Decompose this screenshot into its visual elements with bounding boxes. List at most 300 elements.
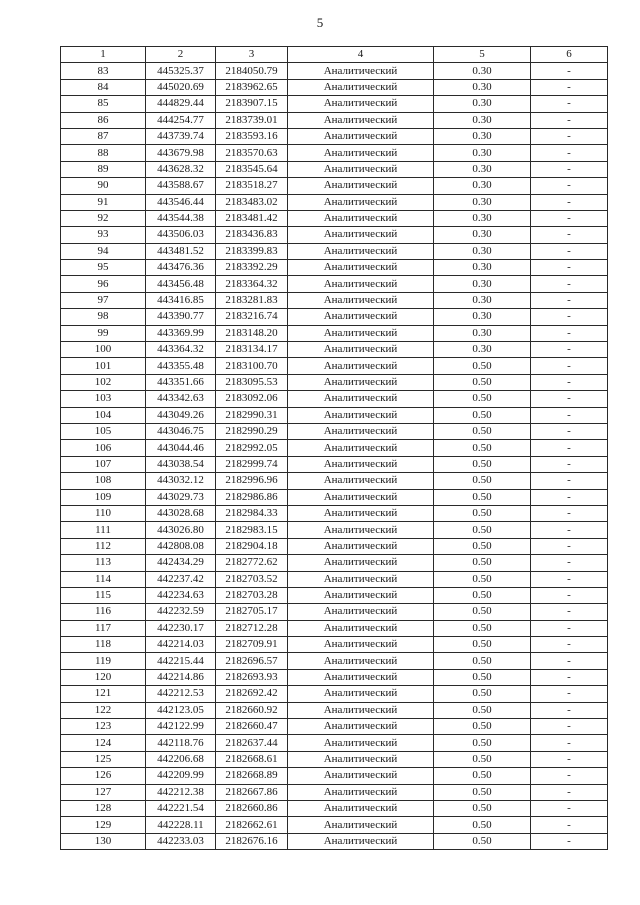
accuracy-cell: 0.30: [434, 309, 531, 325]
y-coordinate-cell: 2184050.79: [216, 63, 288, 79]
x-coordinate-cell: 443456.48: [146, 276, 216, 292]
x-coordinate-cell: 442230.17: [146, 620, 216, 636]
note-cell: -: [531, 112, 608, 128]
y-coordinate-cell: 2182705.17: [216, 604, 288, 620]
y-coordinate-cell: 2183962.65: [216, 79, 288, 95]
note-cell: -: [531, 587, 608, 603]
note-cell: -: [531, 210, 608, 226]
point-number-cell: 87: [61, 128, 146, 144]
point-number-cell: 90: [61, 178, 146, 194]
x-coordinate-cell: 443588.67: [146, 178, 216, 194]
note-cell: -: [531, 473, 608, 489]
point-number-cell: 95: [61, 260, 146, 276]
y-coordinate-cell: 2182983.15: [216, 522, 288, 538]
method-cell: Аналитический: [288, 456, 434, 472]
accuracy-cell: 0.50: [434, 784, 531, 800]
point-number-cell: 121: [61, 686, 146, 702]
accuracy-cell: 0.30: [434, 260, 531, 276]
note-cell: -: [531, 555, 608, 571]
y-coordinate-cell: 2183483.02: [216, 194, 288, 210]
note-cell: -: [531, 161, 608, 177]
point-number-cell: 117: [61, 620, 146, 636]
table-row: [61, 800, 608, 816]
accuracy-cell: 0.30: [434, 292, 531, 308]
x-coordinate-cell: 445325.37: [146, 63, 216, 79]
y-coordinate-cell: 2182999.74: [216, 456, 288, 472]
y-coordinate-cell: 2183148.20: [216, 325, 288, 341]
table-row: [61, 227, 608, 243]
accuracy-cell: 0.30: [434, 342, 531, 358]
y-coordinate-cell: 2182712.28: [216, 620, 288, 636]
point-number-cell: 98: [61, 309, 146, 325]
y-coordinate-cell: 2182660.92: [216, 702, 288, 718]
note-cell: -: [531, 194, 608, 210]
note-cell: -: [531, 800, 608, 816]
method-cell: Аналитический: [288, 440, 434, 456]
y-coordinate-cell: 2182772.62: [216, 555, 288, 571]
accuracy-cell: 0.50: [434, 833, 531, 849]
x-coordinate-cell: 443044.46: [146, 440, 216, 456]
table-row: [61, 145, 608, 161]
accuracy-cell: 0.30: [434, 325, 531, 341]
method-cell: Аналитический: [288, 227, 434, 243]
y-coordinate-cell: 2182692.42: [216, 686, 288, 702]
y-coordinate-cell: 2183481.42: [216, 210, 288, 226]
method-cell: Аналитический: [288, 489, 434, 505]
note-cell: -: [531, 620, 608, 636]
table-row: [61, 817, 608, 833]
table-row: [61, 112, 608, 128]
table-row: [61, 489, 608, 505]
table-row: [61, 686, 608, 702]
method-cell: Аналитический: [288, 669, 434, 685]
x-coordinate-cell: 443416.85: [146, 292, 216, 308]
method-cell: Аналитический: [288, 292, 434, 308]
note-cell: -: [531, 260, 608, 276]
y-coordinate-cell: 2182703.28: [216, 587, 288, 603]
x-coordinate-cell: 442234.63: [146, 587, 216, 603]
accuracy-cell: 0.30: [434, 227, 531, 243]
header-cell-1: 1: [61, 47, 146, 63]
table-row: [61, 505, 608, 521]
y-coordinate-cell: 2182660.86: [216, 800, 288, 816]
note-cell: -: [531, 522, 608, 538]
table-row: [61, 751, 608, 767]
accuracy-cell: 0.30: [434, 276, 531, 292]
y-coordinate-cell: 2182667.86: [216, 784, 288, 800]
method-cell: Аналитический: [288, 325, 434, 341]
y-coordinate-cell: 2183092.06: [216, 391, 288, 407]
x-coordinate-cell: 442212.38: [146, 784, 216, 800]
point-number-cell: 128: [61, 800, 146, 816]
point-number-cell: 119: [61, 653, 146, 669]
y-coordinate-cell: 2182990.29: [216, 423, 288, 439]
y-coordinate-cell: 2183907.15: [216, 96, 288, 112]
x-coordinate-cell: 443628.32: [146, 161, 216, 177]
note-cell: -: [531, 178, 608, 194]
point-number-cell: 91: [61, 194, 146, 210]
y-coordinate-cell: 2182637.44: [216, 735, 288, 751]
y-coordinate-cell: 2182668.61: [216, 751, 288, 767]
method-cell: Аналитический: [288, 719, 434, 735]
point-number-cell: 113: [61, 555, 146, 571]
method-cell: Аналитический: [288, 620, 434, 636]
accuracy-cell: 0.30: [434, 63, 531, 79]
note-cell: -: [531, 669, 608, 685]
y-coordinate-cell: 2182662.61: [216, 817, 288, 833]
method-cell: Аналитический: [288, 194, 434, 210]
point-number-cell: 109: [61, 489, 146, 505]
header-cell-4: 4: [288, 47, 434, 63]
method-cell: Аналитический: [288, 505, 434, 521]
x-coordinate-cell: 443476.36: [146, 260, 216, 276]
accuracy-cell: 0.50: [434, 768, 531, 784]
method-cell: Аналитический: [288, 407, 434, 423]
x-coordinate-cell: 443679.98: [146, 145, 216, 161]
point-number-cell: 116: [61, 604, 146, 620]
point-number-cell: 118: [61, 637, 146, 653]
y-coordinate-cell: 2183739.01: [216, 112, 288, 128]
table-row: [61, 79, 608, 95]
table-row: [61, 194, 608, 210]
method-cell: Аналитический: [288, 653, 434, 669]
point-number-cell: 102: [61, 374, 146, 390]
method-cell: Аналитический: [288, 342, 434, 358]
y-coordinate-cell: 2182676.16: [216, 833, 288, 849]
x-coordinate-cell: 442434.29: [146, 555, 216, 571]
method-cell: Аналитический: [288, 178, 434, 194]
page-number: 5: [316, 15, 324, 30]
method-cell: Аналитический: [288, 587, 434, 603]
point-number-cell: 105: [61, 423, 146, 439]
point-number-cell: 122: [61, 702, 146, 718]
note-cell: -: [531, 637, 608, 653]
method-cell: Аналитический: [288, 751, 434, 767]
y-coordinate-cell: 2182709.91: [216, 637, 288, 653]
point-number-cell: 85: [61, 96, 146, 112]
point-number-cell: 96: [61, 276, 146, 292]
note-cell: -: [531, 833, 608, 849]
x-coordinate-cell: 444254.77: [146, 112, 216, 128]
y-coordinate-cell: 2182992.05: [216, 440, 288, 456]
x-coordinate-cell: 442214.03: [146, 637, 216, 653]
accuracy-cell: 0.50: [434, 391, 531, 407]
table-row: [61, 522, 608, 538]
accuracy-cell: 0.50: [434, 719, 531, 735]
accuracy-cell: 0.50: [434, 473, 531, 489]
table-row: [61, 637, 608, 653]
accuracy-cell: 0.50: [434, 505, 531, 521]
y-coordinate-cell: 2182668.89: [216, 768, 288, 784]
y-coordinate-cell: 2183593.16: [216, 128, 288, 144]
accuracy-cell: 0.50: [434, 751, 531, 767]
note-cell: -: [531, 63, 608, 79]
method-cell: Аналитический: [288, 260, 434, 276]
point-number-cell: 108: [61, 473, 146, 489]
x-coordinate-cell: 443351.66: [146, 374, 216, 390]
table-row: [61, 260, 608, 276]
accuracy-cell: 0.50: [434, 407, 531, 423]
table-row: [61, 587, 608, 603]
method-cell: Аналитический: [288, 374, 434, 390]
x-coordinate-cell: 443544.38: [146, 210, 216, 226]
accuracy-cell: 0.50: [434, 358, 531, 374]
point-number-cell: 130: [61, 833, 146, 849]
accuracy-cell: 0.50: [434, 555, 531, 571]
x-coordinate-cell: 442232.59: [146, 604, 216, 620]
accuracy-cell: 0.50: [434, 538, 531, 554]
method-cell: Аналитический: [288, 522, 434, 538]
accuracy-cell: 0.50: [434, 637, 531, 653]
x-coordinate-cell: 443355.48: [146, 358, 216, 374]
note-cell: -: [531, 538, 608, 554]
accuracy-cell: 0.50: [434, 653, 531, 669]
x-coordinate-cell: 442123.05: [146, 702, 216, 718]
y-coordinate-cell: 2182990.31: [216, 407, 288, 423]
accuracy-cell: 0.50: [434, 800, 531, 816]
y-coordinate-cell: 2183134.17: [216, 342, 288, 358]
y-coordinate-cell: 2182996.96: [216, 473, 288, 489]
accuracy-cell: 0.50: [434, 423, 531, 439]
point-number-cell: 92: [61, 210, 146, 226]
y-coordinate-cell: 2182986.86: [216, 489, 288, 505]
accuracy-cell: 0.30: [434, 79, 531, 95]
table-row: [61, 210, 608, 226]
header-cell-2: 2: [146, 47, 216, 63]
y-coordinate-cell: 2183518.27: [216, 178, 288, 194]
method-cell: Аналитический: [288, 538, 434, 554]
table-row: [61, 63, 608, 79]
note-cell: -: [531, 456, 608, 472]
method-cell: Аналитический: [288, 112, 434, 128]
table-row: [61, 768, 608, 784]
method-cell: Аналитический: [288, 423, 434, 439]
x-coordinate-cell: 442212.53: [146, 686, 216, 702]
method-cell: Аналитический: [288, 768, 434, 784]
point-number-cell: 106: [61, 440, 146, 456]
note-cell: -: [531, 342, 608, 358]
x-coordinate-cell: 443369.99: [146, 325, 216, 341]
note-cell: -: [531, 784, 608, 800]
note-cell: -: [531, 276, 608, 292]
note-cell: -: [531, 686, 608, 702]
point-number-cell: 107: [61, 456, 146, 472]
method-cell: Аналитический: [288, 358, 434, 374]
method-cell: Аналитический: [288, 63, 434, 79]
note-cell: -: [531, 292, 608, 308]
point-number-cell: 120: [61, 669, 146, 685]
point-number-cell: 103: [61, 391, 146, 407]
y-coordinate-cell: 2183399.83: [216, 243, 288, 259]
table-row: [61, 325, 608, 341]
x-coordinate-cell: 443546.44: [146, 194, 216, 210]
x-coordinate-cell: 444829.44: [146, 96, 216, 112]
y-coordinate-cell: 2182904.18: [216, 538, 288, 554]
point-number-cell: 99: [61, 325, 146, 341]
table-row: [61, 178, 608, 194]
note-cell: -: [531, 79, 608, 95]
method-cell: Аналитический: [288, 276, 434, 292]
table-row: [61, 833, 608, 849]
accuracy-cell: 0.30: [434, 145, 531, 161]
table-row: [61, 243, 608, 259]
point-number-cell: 129: [61, 817, 146, 833]
table-row: [61, 653, 608, 669]
table-row: [61, 423, 608, 439]
accuracy-cell: 0.50: [434, 456, 531, 472]
method-cell: Аналитический: [288, 210, 434, 226]
point-number-cell: 114: [61, 571, 146, 587]
table-row: [61, 128, 608, 144]
x-coordinate-cell: 443038.54: [146, 456, 216, 472]
note-cell: -: [531, 653, 608, 669]
method-cell: Аналитический: [288, 96, 434, 112]
note-cell: -: [531, 702, 608, 718]
accuracy-cell: 0.50: [434, 571, 531, 587]
method-cell: Аналитический: [288, 833, 434, 849]
method-cell: Аналитический: [288, 784, 434, 800]
method-cell: Аналитический: [288, 637, 434, 653]
accuracy-cell: 0.50: [434, 587, 531, 603]
accuracy-cell: 0.50: [434, 669, 531, 685]
note-cell: -: [531, 423, 608, 439]
table-row: [61, 292, 608, 308]
point-number-cell: 127: [61, 784, 146, 800]
point-number-cell: 93: [61, 227, 146, 243]
note-cell: -: [531, 243, 608, 259]
accuracy-cell: 0.50: [434, 440, 531, 456]
table-row: [61, 456, 608, 472]
x-coordinate-cell: 442228.11: [146, 817, 216, 833]
point-number-cell: 84: [61, 79, 146, 95]
accuracy-cell: 0.30: [434, 96, 531, 112]
note-cell: -: [531, 325, 608, 341]
x-coordinate-cell: 443049.26: [146, 407, 216, 423]
note-cell: -: [531, 358, 608, 374]
x-coordinate-cell: 443029.73: [146, 489, 216, 505]
point-number-cell: 124: [61, 735, 146, 751]
y-coordinate-cell: 2182703.52: [216, 571, 288, 587]
note-cell: -: [531, 96, 608, 112]
point-number-cell: 104: [61, 407, 146, 423]
table-row: [61, 309, 608, 325]
x-coordinate-cell: 442237.42: [146, 571, 216, 587]
header-row: [61, 47, 608, 63]
x-coordinate-cell: 445020.69: [146, 79, 216, 95]
x-coordinate-cell: 442215.44: [146, 653, 216, 669]
accuracy-cell: 0.50: [434, 702, 531, 718]
method-cell: Аналитический: [288, 571, 434, 587]
method-cell: Аналитический: [288, 473, 434, 489]
method-cell: Аналитический: [288, 604, 434, 620]
coordinates-table: [60, 46, 608, 850]
note-cell: -: [531, 817, 608, 833]
x-coordinate-cell: 443481.52: [146, 243, 216, 259]
table-row: [61, 571, 608, 587]
table-row: [61, 96, 608, 112]
table-row: [61, 735, 608, 751]
note-cell: -: [531, 768, 608, 784]
point-number-cell: 94: [61, 243, 146, 259]
accuracy-cell: 0.50: [434, 686, 531, 702]
note-cell: -: [531, 309, 608, 325]
table-row: [61, 276, 608, 292]
accuracy-cell: 0.50: [434, 489, 531, 505]
table-row: [61, 391, 608, 407]
y-coordinate-cell: 2183392.29: [216, 260, 288, 276]
x-coordinate-cell: 443026.80: [146, 522, 216, 538]
x-coordinate-cell: 443506.03: [146, 227, 216, 243]
y-coordinate-cell: 2183095.53: [216, 374, 288, 390]
table-row: [61, 702, 608, 718]
note-cell: -: [531, 735, 608, 751]
x-coordinate-cell: 443028.68: [146, 505, 216, 521]
note-cell: -: [531, 719, 608, 735]
x-coordinate-cell: 442206.68: [146, 751, 216, 767]
table-row: [61, 342, 608, 358]
x-coordinate-cell: 443342.63: [146, 391, 216, 407]
accuracy-cell: 0.30: [434, 194, 531, 210]
point-number-cell: 126: [61, 768, 146, 784]
x-coordinate-cell: 442221.54: [146, 800, 216, 816]
note-cell: -: [531, 227, 608, 243]
table-row: [61, 604, 608, 620]
note-cell: -: [531, 145, 608, 161]
table-row: [61, 538, 608, 554]
point-number-cell: 101: [61, 358, 146, 374]
table-row: [61, 669, 608, 685]
table-row: [61, 161, 608, 177]
accuracy-cell: 0.50: [434, 817, 531, 833]
table-row: [61, 784, 608, 800]
y-coordinate-cell: 2183364.32: [216, 276, 288, 292]
point-number-cell: 115: [61, 587, 146, 603]
point-number-cell: 89: [61, 161, 146, 177]
note-cell: -: [531, 604, 608, 620]
point-number-cell: 100: [61, 342, 146, 358]
y-coordinate-cell: 2182984.33: [216, 505, 288, 521]
note-cell: -: [531, 440, 608, 456]
method-cell: Аналитический: [288, 800, 434, 816]
method-cell: Аналитический: [288, 735, 434, 751]
x-coordinate-cell: 442214.86: [146, 669, 216, 685]
accuracy-cell: 0.50: [434, 522, 531, 538]
method-cell: Аналитический: [288, 702, 434, 718]
x-coordinate-cell: 443032.12: [146, 473, 216, 489]
note-cell: -: [531, 489, 608, 505]
y-coordinate-cell: 2182660.47: [216, 719, 288, 735]
x-coordinate-cell: 442209.99: [146, 768, 216, 784]
table-row: [61, 374, 608, 390]
method-cell: Аналитический: [288, 686, 434, 702]
method-cell: Аналитический: [288, 79, 434, 95]
table-row: [61, 555, 608, 571]
point-number-cell: 123: [61, 719, 146, 735]
y-coordinate-cell: 2182696.57: [216, 653, 288, 669]
method-cell: Аналитический: [288, 817, 434, 833]
note-cell: -: [531, 751, 608, 767]
x-coordinate-cell: 443739.74: [146, 128, 216, 144]
x-coordinate-cell: 442233.03: [146, 833, 216, 849]
accuracy-cell: 0.30: [434, 128, 531, 144]
note-cell: -: [531, 391, 608, 407]
y-coordinate-cell: 2183100.70: [216, 358, 288, 374]
method-cell: Аналитический: [288, 161, 434, 177]
accuracy-cell: 0.50: [434, 374, 531, 390]
accuracy-cell: 0.50: [434, 620, 531, 636]
point-number-cell: 86: [61, 112, 146, 128]
y-coordinate-cell: 2183545.64: [216, 161, 288, 177]
